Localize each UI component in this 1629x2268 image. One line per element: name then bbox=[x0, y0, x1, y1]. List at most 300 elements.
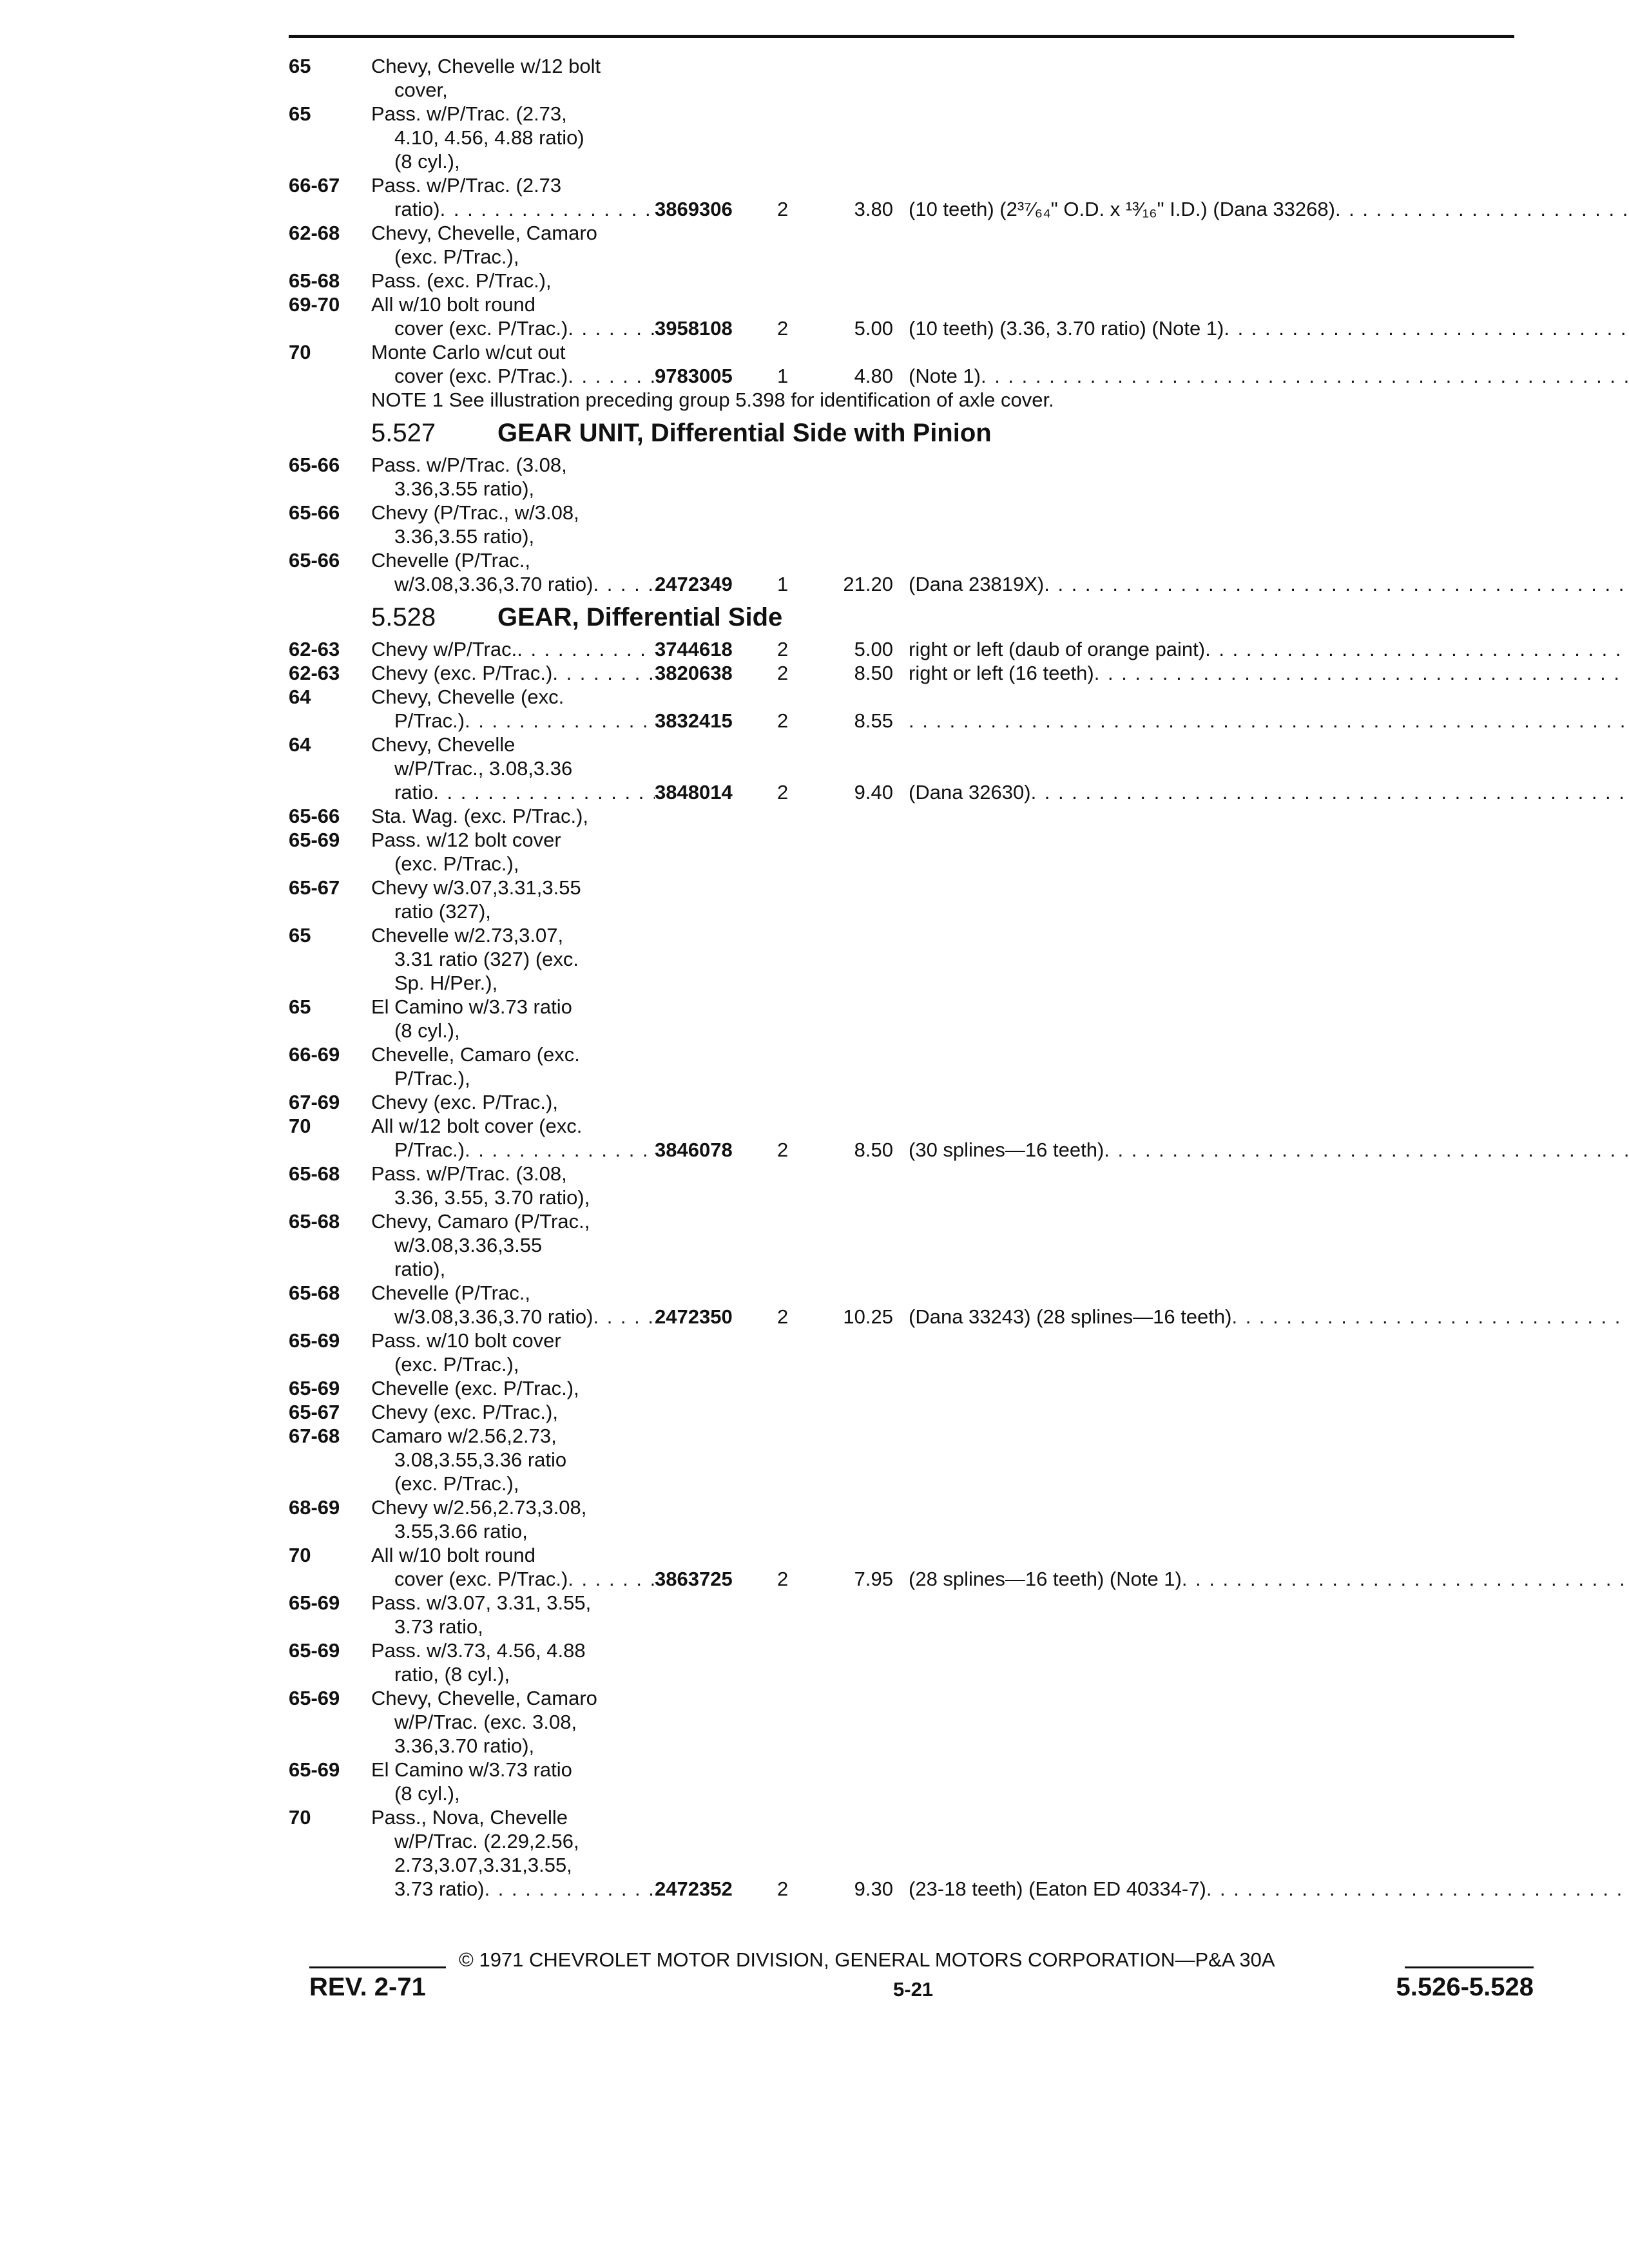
dot-leader bbox=[465, 709, 655, 733]
application-description bbox=[371, 876, 1545, 923]
model-years: 70 bbox=[289, 341, 311, 363]
description-text: 3.31 ratio (327) (exc. bbox=[394, 948, 579, 970]
group-range: 5.526-5.528 bbox=[1396, 1973, 1534, 2001]
description-line bbox=[371, 804, 1545, 828]
part-details bbox=[655, 661, 1629, 685]
description-line bbox=[371, 1043, 1545, 1066]
description-text: P/Trac.) bbox=[394, 709, 465, 732]
model-years: 64 bbox=[289, 733, 311, 756]
description-line bbox=[371, 1805, 655, 1829]
parts-row bbox=[289, 102, 1545, 173]
description-text: Pass. w/12 bolt cover bbox=[371, 829, 561, 851]
description-line bbox=[371, 1782, 1545, 1805]
group-heading bbox=[371, 417, 1545, 449]
description-line bbox=[371, 995, 1545, 1019]
dot-leader bbox=[465, 1138, 655, 1162]
description-line bbox=[371, 1114, 655, 1138]
application-description bbox=[371, 1639, 1545, 1686]
description-text: 4.10, 4.56, 4.88 ratio) bbox=[394, 126, 584, 149]
parts-row bbox=[289, 221, 1545, 269]
description-text: 3.73 ratio) bbox=[394, 1878, 485, 1900]
description-line bbox=[371, 1186, 1545, 1209]
application-description bbox=[371, 923, 1545, 995]
parts-listing bbox=[289, 54, 1545, 1901]
part-number: 2472352 bbox=[655, 1878, 733, 1900]
price: 7.95 bbox=[854, 1568, 893, 1590]
application-description bbox=[371, 501, 1545, 548]
description-line bbox=[371, 1686, 1545, 1710]
description-line bbox=[371, 1329, 1545, 1352]
model-years: 65-67 bbox=[289, 1401, 340, 1423]
section-note: NOTE 1 See illustration preceding group 5.398 for identification of axle cover. bbox=[371, 389, 1054, 411]
parts-row bbox=[289, 1329, 1545, 1376]
application-description bbox=[371, 340, 655, 388]
price: 8.50 bbox=[854, 662, 893, 684]
description-line bbox=[371, 1209, 1545, 1233]
description-text: Chevy (exc. P/Trac.), bbox=[371, 1401, 558, 1423]
dot-leader bbox=[485, 1877, 655, 1901]
group-title: GEAR, Differential Side bbox=[497, 603, 783, 631]
description-line bbox=[371, 364, 655, 388]
dot-leader bbox=[1206, 1877, 1629, 1901]
description-text: Pass. w/3.07, 3.31, 3.55, bbox=[371, 1591, 592, 1614]
model-years: 65 bbox=[289, 995, 311, 1018]
remarks bbox=[909, 316, 1629, 340]
model-years: 65-67 bbox=[289, 876, 340, 899]
remarks-text: right or left (daub of orange paint) bbox=[909, 638, 1206, 660]
parts-row bbox=[289, 173, 1545, 221]
price: 21.20 bbox=[843, 573, 893, 595]
quantity: 1 bbox=[777, 573, 789, 595]
part-details bbox=[655, 1305, 1629, 1329]
remarks bbox=[909, 197, 1629, 221]
dot-leader bbox=[568, 1567, 655, 1591]
description-text: Pass., Nova, Chevelle bbox=[371, 1806, 568, 1829]
model-years: 65-68 bbox=[289, 1162, 340, 1185]
parts-row bbox=[289, 661, 1545, 685]
description-text: cover (exc. P/Trac.) bbox=[394, 365, 568, 387]
description-line bbox=[371, 923, 1545, 947]
group-number: 5.527 bbox=[371, 419, 436, 447]
dot-leader bbox=[1231, 1305, 1629, 1329]
description-text: ratio) bbox=[394, 198, 440, 220]
price: 5.00 bbox=[854, 638, 893, 660]
description-line bbox=[371, 876, 1545, 899]
description-text: (exc. P/Trac.), bbox=[394, 1472, 519, 1495]
description-line bbox=[371, 1567, 655, 1591]
dot-leader bbox=[568, 364, 655, 388]
model-years: 65 bbox=[289, 55, 311, 77]
dot-leader bbox=[1094, 661, 1629, 685]
description-text: All w/10 bolt round bbox=[371, 293, 536, 316]
description-line bbox=[371, 1662, 1545, 1686]
model-years: 65-66 bbox=[289, 805, 340, 827]
description-text: Chevy (P/Trac., w/3.08, bbox=[371, 501, 579, 524]
dot-leader bbox=[433, 780, 655, 804]
dot-leader bbox=[440, 197, 655, 221]
dot-leader bbox=[593, 572, 655, 596]
description-text: w/3.08,3.36,3.70 ratio) bbox=[394, 573, 593, 595]
application-description bbox=[371, 221, 1545, 269]
description-text: El Camino w/3.73 ratio bbox=[371, 1758, 572, 1781]
price: 9.30 bbox=[854, 1878, 893, 1900]
dot-leader bbox=[1031, 780, 1629, 804]
description-text: 3.73 ratio, bbox=[394, 1615, 483, 1638]
parts-row bbox=[289, 923, 1545, 995]
parts-row bbox=[289, 1162, 1545, 1209]
parts-row bbox=[289, 995, 1545, 1043]
description-line bbox=[371, 173, 655, 197]
quantity: 2 bbox=[777, 1305, 789, 1328]
remarks bbox=[909, 1567, 1629, 1591]
description-line bbox=[371, 733, 655, 756]
description-text: Pass. (exc. P/Trac.), bbox=[371, 269, 552, 292]
model-years: 65-66 bbox=[289, 549, 340, 572]
part-details bbox=[655, 197, 1629, 221]
parts-row bbox=[289, 804, 1545, 828]
model-years: 65-69 bbox=[289, 1639, 340, 1662]
remarks-text: (Note 1) bbox=[909, 365, 981, 387]
description-text: Chevy, Chevelle w/12 bolt bbox=[371, 55, 601, 77]
model-years: 67-69 bbox=[289, 1091, 340, 1113]
description-text: (8 cyl.), bbox=[394, 1782, 460, 1805]
remarks-text: right or left (16 teeth) bbox=[909, 662, 1094, 684]
dot-leader bbox=[568, 316, 655, 340]
description-line bbox=[371, 828, 1545, 852]
part-number: 9783005 bbox=[655, 365, 733, 387]
description-text: Pass. w/3.73, 4.56, 4.88 bbox=[371, 1639, 586, 1662]
model-years: 66-69 bbox=[289, 1043, 340, 1066]
model-years: 64 bbox=[289, 686, 311, 708]
parts-row bbox=[289, 548, 1545, 596]
description-line bbox=[371, 1066, 1545, 1090]
remarks-text: (10 teeth) (2³⁷⁄₆₄" O.D. x ¹³⁄₁₆" I.D.) (Dana 33268) bbox=[909, 198, 1335, 220]
parts-row bbox=[289, 828, 1545, 876]
quantity: 2 bbox=[777, 709, 789, 732]
part-details bbox=[655, 780, 1629, 804]
description-text: Sp. H/Per.), bbox=[394, 972, 498, 994]
parts-row bbox=[289, 1686, 1545, 1758]
revision-label: REV. 2-71 bbox=[309, 1973, 426, 2001]
description-line bbox=[371, 126, 1545, 149]
model-years: 62-63 bbox=[289, 662, 340, 684]
model-years: 62-63 bbox=[289, 638, 340, 660]
description-line bbox=[371, 1591, 1545, 1615]
application-description bbox=[371, 293, 655, 340]
parts-row bbox=[289, 1639, 1545, 1686]
price: 4.80 bbox=[854, 365, 893, 387]
description-text: All w/10 bolt round bbox=[371, 1544, 536, 1566]
remarks bbox=[909, 1305, 1629, 1329]
description-text: ratio), bbox=[394, 1258, 446, 1280]
price: 3.80 bbox=[854, 198, 893, 220]
parts-row bbox=[289, 293, 1545, 340]
description-text: ratio (327), bbox=[394, 900, 491, 923]
remarks-text: (Dana 32630) bbox=[909, 781, 1031, 803]
description-text: (8 cyl.), bbox=[394, 150, 460, 173]
description-line bbox=[371, 1710, 1545, 1734]
model-years: 69-70 bbox=[289, 293, 340, 316]
remarks bbox=[909, 572, 1629, 596]
dot-leader bbox=[1205, 637, 1629, 661]
top-rule bbox=[289, 35, 1514, 38]
copyright-line: © 1971 CHEVROLET MOTOR DIVISION, GENERAL MOTORS CORPORATION—P&A 30A bbox=[459, 1948, 1275, 1971]
model-years: 67-68 bbox=[289, 1425, 340, 1447]
description-text: P/Trac.), bbox=[394, 1067, 470, 1090]
description-text: Pass. w/10 bolt cover bbox=[371, 1329, 561, 1352]
model-years: 70 bbox=[289, 1806, 311, 1829]
dot-leader bbox=[1044, 572, 1629, 596]
model-years: 65-69 bbox=[289, 1591, 340, 1614]
description-text: Pass. w/P/Trac. (2.73, bbox=[371, 102, 567, 125]
description-line bbox=[371, 1472, 1545, 1495]
description-line bbox=[371, 661, 655, 685]
part-number: 3846078 bbox=[655, 1139, 733, 1161]
description-text: El Camino w/3.73 ratio bbox=[371, 995, 572, 1018]
description-text: cover (exc. P/Trac.) bbox=[394, 1568, 568, 1590]
parts-row bbox=[289, 1400, 1545, 1424]
model-years: 62-68 bbox=[289, 222, 340, 244]
quantity: 2 bbox=[777, 662, 789, 684]
parts-row bbox=[289, 1209, 1545, 1281]
model-years: 68-69 bbox=[289, 1496, 340, 1519]
model-years: 65 bbox=[289, 102, 311, 125]
model-years: 65-69 bbox=[289, 1687, 340, 1709]
dot-leader bbox=[981, 364, 1629, 388]
application-description bbox=[371, 828, 1545, 876]
parts-row bbox=[289, 733, 1545, 804]
description-text: 3.36,3.55 ratio), bbox=[394, 477, 535, 500]
application-description bbox=[371, 685, 655, 733]
model-years: 65-68 bbox=[289, 269, 340, 292]
price: 9.40 bbox=[854, 781, 893, 803]
application-description bbox=[371, 173, 655, 221]
parts-row bbox=[289, 1090, 1545, 1114]
description-line bbox=[371, 149, 1545, 173]
description-line bbox=[371, 685, 655, 709]
dot-leader bbox=[909, 709, 1629, 733]
application-description bbox=[371, 1376, 1545, 1400]
part-details bbox=[655, 637, 1629, 661]
application-description bbox=[371, 1495, 1545, 1543]
description-line bbox=[371, 780, 655, 804]
parts-row bbox=[289, 501, 1545, 548]
remarks-text: (30 splines—16 teeth) bbox=[909, 1139, 1104, 1161]
description-line bbox=[371, 1495, 1545, 1519]
dot-leader bbox=[552, 661, 655, 685]
dot-leader bbox=[593, 1305, 655, 1329]
description-line bbox=[371, 1424, 1545, 1448]
description-text: Chevelle w/2.73,3.07, bbox=[371, 924, 564, 947]
description-text: 3.36,3.70 ratio), bbox=[394, 1735, 535, 1757]
parts-row bbox=[289, 1758, 1545, 1805]
description-text: ratio bbox=[394, 781, 434, 803]
description-text: Chevelle (P/Trac., bbox=[371, 549, 530, 572]
description-text: (8 cyl.), bbox=[394, 1019, 460, 1042]
description-line bbox=[371, 899, 1545, 923]
description-text: Chevy, Chevelle bbox=[371, 733, 516, 756]
quantity: 2 bbox=[777, 317, 789, 340]
description-text: (exc. P/Trac.), bbox=[394, 852, 519, 875]
description-text: Pass. w/P/Trac. (2.73 bbox=[371, 174, 562, 197]
description-line bbox=[371, 1543, 655, 1567]
description-text: w/P/Trac. (exc. 3.08, bbox=[394, 1711, 577, 1733]
application-description bbox=[371, 453, 1545, 501]
parts-row bbox=[289, 685, 1545, 733]
description-line bbox=[371, 756, 655, 780]
application-description bbox=[371, 102, 1545, 173]
remarks bbox=[909, 1877, 1629, 1901]
description-line bbox=[371, 78, 1545, 102]
description-text: Pass. w/P/Trac. (3.08, bbox=[371, 1162, 567, 1185]
description-text: (exc. P/Trac.), bbox=[394, 245, 519, 268]
description-text: Chevy, Chevelle (exc. bbox=[371, 686, 564, 708]
footer-rule-right bbox=[1405, 1966, 1534, 1968]
parts-row bbox=[289, 269, 1545, 293]
description-text: Camaro w/2.56,2.73, bbox=[371, 1425, 557, 1447]
parts-row bbox=[289, 54, 1545, 102]
application-description bbox=[371, 733, 655, 804]
remarks-text: (Dana 33243) (28 splines—16 teeth) bbox=[909, 1305, 1232, 1328]
application-description bbox=[371, 1758, 1545, 1805]
model-years: 65 bbox=[289, 924, 311, 947]
parts-row bbox=[289, 637, 1545, 661]
application-description bbox=[371, 1162, 1545, 1209]
description-line bbox=[371, 1639, 1545, 1662]
description-text: Sta. Wag. (exc. P/Trac.), bbox=[371, 805, 589, 827]
description-text: Chevy (exc. P/Trac.), bbox=[371, 1091, 558, 1113]
description-text: Chevy w/P/Trac. bbox=[371, 638, 517, 660]
model-years: 65-69 bbox=[289, 1758, 340, 1781]
application-description bbox=[371, 1281, 655, 1329]
remarks bbox=[909, 364, 1629, 388]
model-years: 65-68 bbox=[289, 1210, 340, 1233]
application-description bbox=[371, 1686, 1545, 1758]
parts-row bbox=[289, 1376, 1545, 1400]
description-text: Chevelle (exc. P/Trac.), bbox=[371, 1377, 579, 1399]
description-text: 2.73,3.07,3.31,3.55, bbox=[394, 1854, 572, 1876]
application-description bbox=[371, 1209, 1545, 1281]
part-number: 3869306 bbox=[655, 198, 733, 220]
dot-leader bbox=[1182, 1567, 1629, 1591]
description-line bbox=[371, 1519, 1545, 1543]
description-text: Chevelle, Camaro (exc. bbox=[371, 1043, 580, 1066]
model-years: 65-69 bbox=[289, 829, 340, 851]
model-years: 70 bbox=[289, 1115, 311, 1137]
model-years: 65-68 bbox=[289, 1282, 340, 1304]
remarks bbox=[909, 661, 1629, 685]
description-line bbox=[371, 1090, 1545, 1114]
description-line bbox=[371, 221, 1545, 245]
description-line bbox=[371, 1376, 1545, 1400]
description-line bbox=[371, 453, 1545, 477]
part-details bbox=[655, 1138, 1629, 1162]
description-text: Chevy, Chevelle, Camaro bbox=[371, 1687, 597, 1709]
group-title: GEAR UNIT, Differential Side with Pinion bbox=[497, 419, 992, 447]
application-description bbox=[371, 54, 1545, 102]
description-line bbox=[371, 1019, 1545, 1043]
description-line bbox=[371, 245, 1545, 269]
part-details bbox=[655, 572, 1629, 596]
description-line bbox=[371, 1162, 1545, 1186]
model-years: 70 bbox=[289, 1544, 311, 1566]
application-description bbox=[371, 1329, 1545, 1376]
application-description bbox=[371, 548, 655, 596]
page-number: 5-21 bbox=[893, 1978, 934, 2001]
application-description bbox=[371, 1805, 655, 1901]
description-line bbox=[371, 477, 1545, 501]
model-years: 65-66 bbox=[289, 454, 340, 476]
description-line bbox=[371, 1853, 655, 1877]
remarks bbox=[909, 780, 1629, 804]
part-number: 3958108 bbox=[655, 317, 733, 340]
remarks bbox=[909, 1138, 1629, 1162]
parts-row bbox=[289, 453, 1545, 501]
description-text: cover, bbox=[394, 79, 448, 101]
application-description bbox=[371, 637, 655, 661]
description-line bbox=[371, 501, 1545, 524]
description-line bbox=[371, 269, 1545, 293]
part-number: 3848014 bbox=[655, 781, 733, 803]
part-number: 3863725 bbox=[655, 1568, 733, 1590]
description-line bbox=[371, 1257, 1545, 1281]
description-line bbox=[371, 524, 1545, 548]
description-text: w/P/Trac., 3.08,3.36 bbox=[394, 757, 573, 780]
application-description bbox=[371, 804, 1545, 828]
description-text: Pass. w/P/Trac. (3.08, bbox=[371, 454, 567, 476]
part-details bbox=[655, 709, 1629, 733]
price: 8.50 bbox=[854, 1139, 893, 1161]
parts-row bbox=[289, 876, 1545, 923]
footer-rule-left bbox=[309, 1966, 446, 1968]
part-number: 3744618 bbox=[655, 638, 733, 660]
price: 10.25 bbox=[843, 1305, 893, 1328]
part-number: 2472350 bbox=[655, 1305, 733, 1328]
description-text: Chevelle (P/Trac., bbox=[371, 1282, 530, 1304]
description-line bbox=[371, 572, 655, 596]
description-line bbox=[371, 1400, 1545, 1424]
quantity: 2 bbox=[777, 1878, 789, 1900]
description-text: ratio, (8 cyl.), bbox=[394, 1663, 510, 1686]
part-details bbox=[655, 364, 1629, 388]
application-description bbox=[371, 1090, 1545, 1114]
description-text: 3.36, 3.55, 3.70 ratio), bbox=[394, 1186, 590, 1209]
part-number: 3820638 bbox=[655, 662, 733, 684]
description-line bbox=[371, 947, 1545, 971]
application-description bbox=[371, 1043, 1545, 1090]
application-description bbox=[371, 1400, 1545, 1424]
description-text: cover (exc. P/Trac.) bbox=[394, 317, 568, 340]
description-line bbox=[371, 340, 655, 364]
part-number: 2472349 bbox=[655, 573, 733, 595]
description-line bbox=[371, 1615, 1545, 1639]
application-description bbox=[371, 995, 1545, 1043]
description-line bbox=[371, 1758, 1545, 1782]
quantity: 2 bbox=[777, 1139, 789, 1161]
description-text: (exc. P/Trac.), bbox=[394, 1353, 519, 1376]
remarks bbox=[909, 709, 1629, 733]
description-line bbox=[371, 102, 1545, 126]
parts-row bbox=[289, 1805, 1545, 1901]
application-description bbox=[371, 1424, 1545, 1495]
description-line bbox=[371, 197, 655, 221]
application-description bbox=[371, 269, 1545, 293]
description-line bbox=[371, 293, 655, 316]
parts-row bbox=[289, 1495, 1545, 1543]
dot-leader bbox=[1104, 1138, 1629, 1162]
description-text: Monte Carlo w/cut out bbox=[371, 341, 566, 363]
parts-row bbox=[289, 340, 1545, 388]
